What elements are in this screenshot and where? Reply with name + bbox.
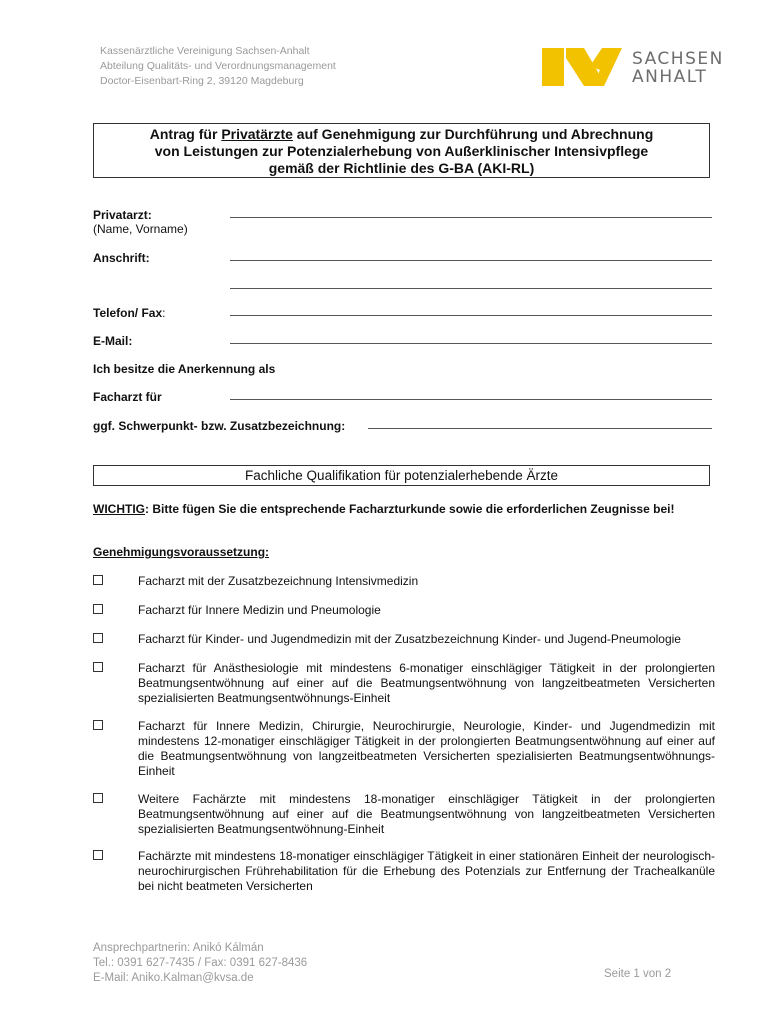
option-checkbox[interactable] [93,850,103,860]
anerkennung-text: Ich besitze die Anerkennung als [93,362,276,376]
anschrift-line-2[interactable] [230,287,712,289]
logo-line-1: SACHSEN [632,49,724,69]
privatarzt-line[interactable] [230,216,712,218]
option-text: Facharzt für Innere Medizin, Chirurgie, Neurochirurgie, Neurologie, Kinder- und Jugendmedizin mit mindestens 12-monatiger einschlägiger Tätigkeit in der prolongierten Beatmungsentwöhnung auf einer auf die Beatmungsentwöhnung von langzeitbeatmeten Versicherten spezialisierten Beatmungsentwöhnungs-Einheit [138,719,715,778]
org-street: Doctor-Eisenbart-Ring 2, 39120 Magdeburg [100,75,304,87]
contact-email: E-Mail: Aniko.Kalman@kvsa.de [93,972,254,984]
contact-person: Ansprechpartnerin: Anikó Kálmán [93,942,264,954]
option-item [93,849,715,894]
facharzt-label: Facharzt für [93,390,162,404]
option-text: Facharzt für Kinder- und Jugendmedizin mit der Zusatzbezeichnung Kinder- und Jugend-Pneumologie [138,632,681,646]
option-checkbox[interactable] [93,604,103,614]
option-text: Facharzt mit der Zusatzbezeichnung Intensivmedizin [138,574,419,588]
privatarzt-label [93,208,188,236]
option-checkbox[interactable] [93,575,103,585]
contact-phone: Tel.: 0391 627-7435 / Fax: 0391 627-8436 [93,957,308,969]
requirements-heading: Genehmigungsvoraussetzung: [93,545,270,559]
email-label: E-Mail: [93,334,133,348]
option-checkbox[interactable] [93,633,103,643]
telefon-line[interactable] [230,314,712,316]
schwerpunkt-label: ggf. Schwerpunkt- bzw. Zusatzbezeichnung: [93,419,346,433]
contact-footer [93,941,307,986]
option-checkbox[interactable] [93,662,103,672]
option-text: Facharzt für Anästhesiologie mit mindestens 6-monatiger einschlägiger Tätigkeit in der prolongierten Beatmungsentwöhnung auf einer auf die Beatmungsentwöhnung von langzeitbeatmeten Versicherten spezialisierten Beatmungsentwöhnungs-Einheit [138,661,715,705]
option-text: Facharzt für Innere Medizin und Pneumologie [138,603,381,617]
qualification-heading: Fachliche Qualifikation für potenzialerhebende Ärzte [93,465,710,486]
form-title [93,123,710,178]
option-item [93,719,715,779]
logo-shape-left [542,48,564,86]
privatarzt-label-text: Privatarzt: [93,208,152,222]
option-item [93,661,715,706]
option-item [93,574,715,589]
option-checkbox[interactable] [93,793,103,803]
privatarzt-sublabel: (Name, Vorname) [93,222,188,236]
telefon-label [93,306,165,320]
option-item [93,792,715,837]
telefon-label-text: Telefon/ Fax [93,306,163,320]
org-department: Abteilung Qualitäts- und Verordnungsmanagement [100,60,336,72]
schwerpunkt-line[interactable] [368,427,712,429]
option-checkbox[interactable] [93,720,103,730]
important-note [93,502,710,516]
title-underlined: Privatärzte [221,126,293,142]
title-pre: Antrag für [149,126,222,142]
logo-line-2: ANHALT [632,67,708,87]
page-number: Seite 1 von 2 [604,968,672,980]
important-label: WICHTIG [93,502,145,516]
option-item [93,632,715,647]
option-item [93,603,715,618]
anschrift-line-1[interactable] [230,259,712,261]
option-text: Weitere Fachärzte mit mindestens 18-monatiger einschlägiger Tätigkeit in der prolongierten Beatmungsentwöhnung auf einer auf die Beatmungsentwöhnung von langzeitbeatmeten Versicherten spezialisierten Beatmungsentwöhnung-Einheit [138,792,715,836]
option-text: Fachärzte mit mindestens 18-monatiger einschlägiger Tätigkeit in einer stationären Einheit der neurologisch-neurochirurgischen Frührehabilitation für die Erhebung des Potenzials zur Entfernung der Trachealkanüle bei nicht beatmeten Versicherten [138,849,715,893]
title-post: auf Genehmigung zur Durchführung und Abrechnung [292,126,654,142]
anschrift-label: Anschrift: [93,251,150,265]
telefon-colon: : [162,306,166,320]
title-line-2: von Leistungen zur Potenzialerhebung von Außerklinischer Intensivpflege [154,143,649,159]
facharzt-line[interactable] [230,398,712,400]
org-name: Kassenärztliche Vereinigung Sachsen-Anhalt [100,45,310,57]
title-line-1 [94,126,709,143]
title-line-3: gemäß der Richtlinie des G-BA (AKI-RL) [268,160,535,176]
logo-wordmark [632,50,724,86]
important-text: : Bitte fügen Sie die entsprechende Facharzturkunde sowie die erforderlichen Zeugnisse bei! [145,502,675,516]
organization-address [100,44,336,89]
email-line[interactable] [230,342,712,344]
